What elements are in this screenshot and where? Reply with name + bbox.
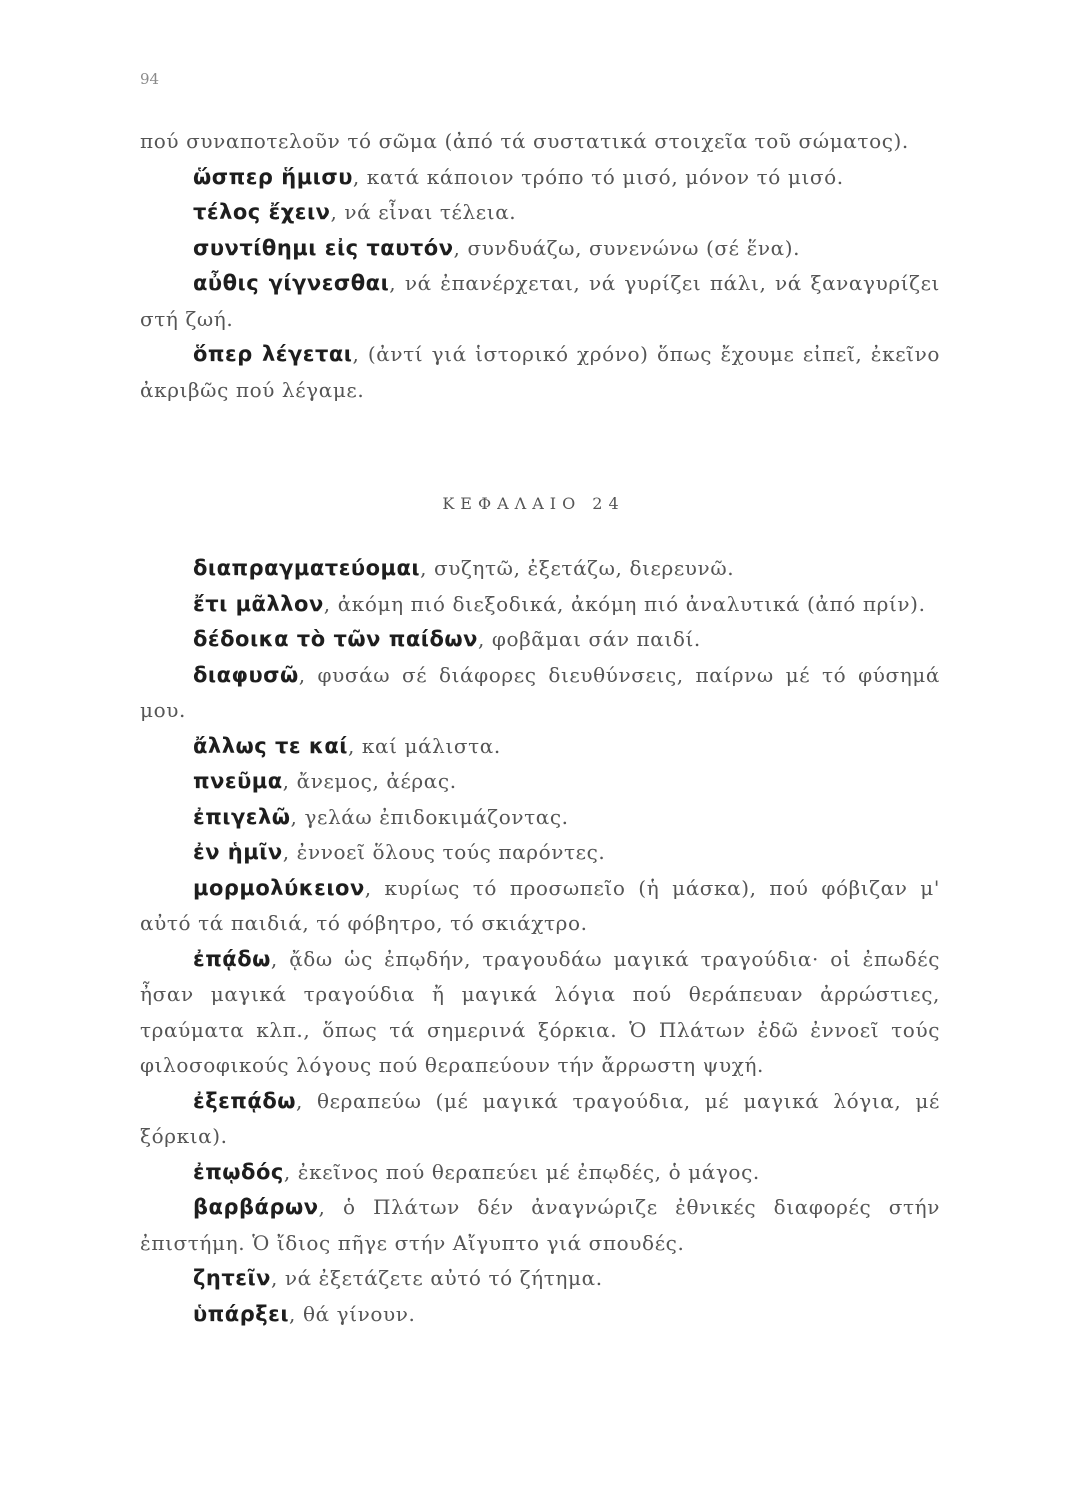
entry-gloss: , θεραπεύω (μέ μαγικά τραγούδια, μέ μαγικά λόγια, μέ ξόρκια). (140, 1088, 940, 1148)
entry-term: πνεῦμα (193, 769, 283, 793)
entry-gloss: , φοβᾶμαι σάν παιδί. (477, 627, 701, 651)
entry-term: ἐπᾴδω (193, 946, 271, 971)
entry-term: διαπραγματεύομαι (193, 556, 421, 580)
glossary-entry (140, 658, 940, 729)
glossary-entry (140, 764, 940, 800)
entry-gloss: , ἐκεῖνος πού θεραπεύει μέ ἐπῳδές, ὁ μάγος. (283, 1159, 760, 1184)
entry-term: ἐπιγελῶ (193, 804, 291, 829)
entry-gloss: , κατά κάποιον τρόπο τό μισό, μόνον τό μισό. (352, 164, 844, 189)
glossary-entry (140, 1261, 940, 1297)
glossary-entry (140, 835, 940, 871)
entry-term: ζητεῖν (193, 1266, 271, 1290)
glossary-entry (140, 1084, 940, 1155)
entry-term: ὥσπερ ἥμισυ (193, 164, 353, 189)
glossary-entry (140, 231, 940, 267)
glossary-entry (140, 1297, 940, 1333)
glossary-top-section (140, 124, 940, 408)
entry-gloss: , νά ἐξετάζετε αὐτό τό ζήτημα. (270, 1266, 603, 1290)
entry-term: διαφυσῶ (193, 662, 299, 687)
glossary-entry (140, 871, 940, 942)
glossary-entry (140, 729, 940, 765)
entry-gloss: , θά γίνουν. (289, 1301, 416, 1326)
entry-gloss: , γελάω ἐπιδοκιμάζοντας. (290, 804, 569, 829)
entry-term: ἐν ἡμῖν (193, 840, 283, 864)
entry-gloss: , συνδυάζω, συνενώνω (σέ ἕνα). (453, 235, 801, 260)
entry-term: ἄλλως τε καί (193, 733, 348, 758)
entry-term: ὅπερ λέγεται (193, 342, 353, 366)
glossary-entry (140, 622, 940, 658)
entry-term: ὑπάρξει (193, 1301, 290, 1326)
glossary-entry (140, 942, 940, 1084)
entry-term: συντίθημι εἰς ταυτόν (193, 235, 454, 260)
glossary-entry (140, 337, 940, 408)
entry-gloss: , καί μάλιστα. (347, 733, 501, 758)
page-number: 94 (140, 70, 160, 88)
entry-term: βαρβάρων (193, 1195, 319, 1219)
glossary-entry (140, 800, 940, 836)
glossary-entry (140, 1190, 940, 1261)
entry-term: μορμολύκειον (193, 875, 365, 900)
entry-gloss: , ἐννοεῖ ὅλους τούς παρόντες. (282, 840, 606, 864)
glossary-entry (140, 124, 940, 160)
glossary-entry (140, 160, 940, 196)
entry-term: ἐπῳδός (193, 1159, 284, 1184)
entry-gloss: , νά ἐπανέρχεται, νά γυρίζει πάλι, νά ξαναγυρίζει στή ζωή. (140, 271, 940, 331)
entry-term: ἐξεπᾴδω (193, 1088, 297, 1113)
entry-gloss: , φυσάω σέ διάφορες διευθύνσεις, παίρνω μέ τό φύσημά μου. (140, 662, 940, 722)
entry-gloss: , ὁ Πλάτων δέν ἀναγνώριζε ἐθνικές διαφορές στήν ἐπιστήμη. Ὁ ἴδιος πῆγε στήν Αἴγυπτο γιά σπουδές. (140, 1195, 940, 1255)
glossary-chapter-24-section (140, 551, 940, 1332)
glossary-entry (140, 1155, 940, 1191)
glossary-entry (140, 195, 940, 231)
entry-gloss: , συζητῶ, ἐξετάζω, διερευνῶ. (420, 556, 735, 580)
entry-term: ἔτι μᾶλλον (193, 591, 324, 616)
entry-gloss: , νά εἶναι τέλεια. (330, 200, 517, 224)
entry-gloss: πού συναποτελοῦν τό σῶμα (ἀπό τά συστατικά στοιχεῖα τοῦ σώματος). (140, 129, 909, 153)
entry-gloss: , ἀκόμη πιό διεξοδικά, ἀκόμη πιό ἀναλυτικά (ἀπό πρίν). (323, 591, 926, 616)
chapter-heading: ΚΕΦΑΛΑΙΟ 24 (442, 494, 625, 513)
entry-term: αὖθις γίγνεσθαι (193, 271, 390, 295)
glossary-entry (140, 266, 940, 337)
entry-gloss: , (ἀντί γιά ἱστορικό χρόνο) ὅπως ἔχουμε εἰπεῖ, ἐκεῖνο ἀκριβῶς πού λέγαμε. (140, 342, 940, 402)
entry-term: τέλος ἔχειν (193, 200, 331, 224)
entry-term: δέδοικα τὸ τῶν παίδων (193, 627, 478, 651)
entry-gloss: , ᾄδω ὡς ἐπῳδήν, τραγουδάω μαγικά τραγούδια· οἱ ἐπωδές ἦσαν μαγικά τραγούδια ἤ μαγικά λόγια πού θεράπευαν ἀρρώστιες, τραύματα κλπ., ὅπως τά σημερινά ξόρκια. Ὁ Πλάτων ἐδῶ ἐννοεῖ τούς φιλοσοφικούς λόγους πού θεραπεύουν τήν ἄρρωστη ψυχή. (140, 946, 940, 1077)
glossary-entry (140, 551, 940, 587)
entry-gloss: , ἄνεμος, ἀέρας. (282, 769, 457, 793)
glossary-entry (140, 587, 940, 623)
entry-gloss: , κυρίως τό προσωπεῖο (ἡ μάσκα), πού φόβιζαν μ' αὐτό τά παιδιά, τό φόβητρο, τό σκιάχτρο. (140, 875, 940, 935)
